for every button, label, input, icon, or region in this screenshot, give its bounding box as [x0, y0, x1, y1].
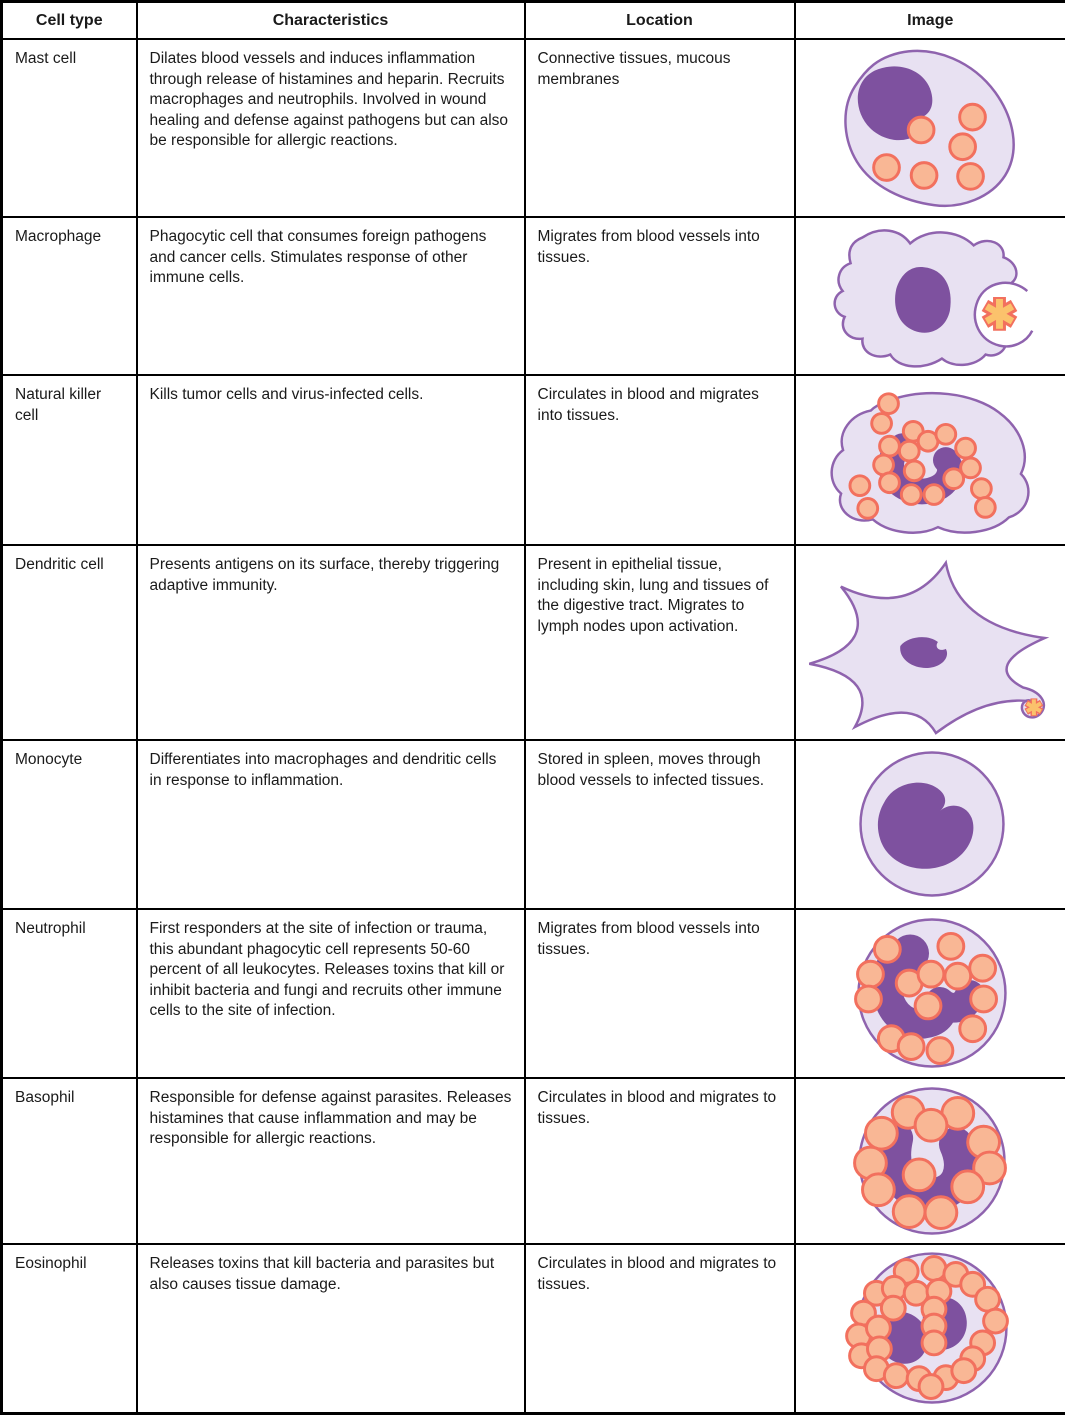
characteristics-text: Presents antigens on its surface, thereby triggering adaptive immunity.	[137, 545, 525, 740]
cell-type-label: Monocyte	[2, 740, 137, 909]
location-text: Circulates in blood and migrates into tissues.	[525, 375, 795, 545]
table-row-dendritic-cell	[2, 545, 1065, 740]
table-row-basophil	[2, 1078, 1065, 1244]
characteristics-text: Dilates blood vessels and induces inflammation through release of histamines and heparin. Recruits macrophages and neutrophils. Involved in wound healing and defense against pathogens but can also be responsible for allergic reactions.	[137, 39, 525, 217]
column-header-location: Location	[525, 2, 795, 40]
column-header-characteristics: Characteristics	[137, 2, 525, 40]
basophil-illustration	[797, 1080, 1065, 1242]
table-row-eosinophil	[2, 1244, 1065, 1414]
macrophage-illustration	[797, 219, 1065, 373]
neutrophil-illustration	[797, 911, 1065, 1076]
image-cell	[795, 740, 1065, 909]
location-text: Connective tissues, mucous membranes	[525, 39, 795, 217]
cell-type-label: Basophil	[2, 1078, 137, 1244]
table-row-mast-cell	[2, 39, 1065, 217]
image-cell	[795, 375, 1065, 545]
table-row-natural-killer-cell	[2, 375, 1065, 545]
location-text: Circulates in blood and migrates to tissues.	[525, 1078, 795, 1244]
image-cell	[795, 909, 1065, 1078]
dendritic-cell-illustration	[797, 547, 1065, 736]
cell-type-label: Dendritic cell	[2, 545, 137, 740]
column-header-image: Image	[795, 2, 1065, 40]
characteristics-text: Responsible for defense against parasites. Releases histamines that cause inflammation and may be responsible for allergic reactions.	[137, 1078, 525, 1244]
cell-type-label: Natural killer cell	[2, 375, 137, 545]
table-row-neutrophil	[2, 909, 1065, 1078]
column-header-cell-type: Cell type	[2, 2, 137, 40]
natural-killer-cell-illustration	[797, 377, 1065, 541]
cell-type-label: Mast cell	[2, 39, 137, 217]
image-cell	[795, 217, 1065, 375]
location-text: Migrates from blood vessels into tissues.	[525, 909, 795, 1078]
table-row-macrophage	[2, 217, 1065, 375]
monocyte-illustration	[797, 742, 1065, 907]
pathogen-asterisk-icon	[984, 297, 1013, 331]
cell-type-label: Neutrophil	[2, 909, 137, 1078]
characteristics-text: Releases toxins that kill bacteria and parasites but also causes tissue damage.	[137, 1244, 525, 1414]
cell-type-label: Eosinophil	[2, 1244, 137, 1414]
image-cell	[795, 545, 1065, 740]
characteristics-text: Phagocytic cell that consumes foreign pathogens and cancer cells. Stimulates response of other immune cells.	[137, 217, 525, 375]
location-text: Migrates from blood vessels into tissues.	[525, 217, 795, 375]
characteristics-text: First responders at the site of infection or trauma, this abundant phagocytic cell represents 50-60 percent of all leukocytes. Releases toxins that kill or inhibit bacteria and fungi and recruits other immune cells to the site of infection.	[137, 909, 525, 1078]
table-row-monocyte	[2, 740, 1065, 909]
pathogen-asterisk-icon	[1026, 698, 1041, 716]
cell-type-label: Macrophage	[2, 217, 137, 375]
mast-cell-illustration	[797, 41, 1065, 213]
location-text: Present in epithelial tissue, including skin, lung and tissues of the digestive tract. Migrates to lymph nodes upon activation.	[525, 545, 795, 740]
characteristics-text: Differentiates into macrophages and dendritic cells in response to inflammation.	[137, 740, 525, 909]
header-row	[2, 2, 1065, 40]
characteristics-text: Kills tumor cells and virus-infected cells.	[137, 375, 525, 545]
image-cell	[795, 39, 1065, 217]
image-cell	[795, 1244, 1065, 1414]
location-text: Circulates in blood and migrates to tissues.	[525, 1244, 795, 1414]
eosinophil-illustration	[797, 1246, 1065, 1411]
location-text: Stored in spleen, moves through blood vessels to infected tissues.	[525, 740, 795, 909]
image-cell	[795, 1078, 1065, 1244]
